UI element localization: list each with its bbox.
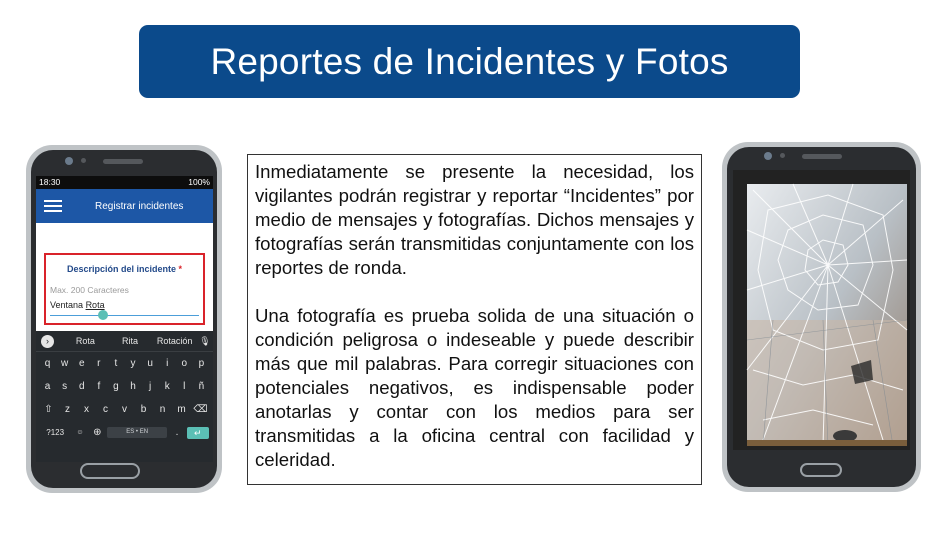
key[interactable]: w [61,358,69,369]
text-cursor-handle[interactable] [98,310,108,320]
chevron-right-icon[interactable]: › [41,335,54,348]
key[interactable]: n [159,404,166,415]
key[interactable]: i [166,358,169,369]
backspace-icon[interactable]: ⌫ [193,404,208,415]
key[interactable]: e [78,358,85,369]
key-row-1 [36,352,213,375]
key[interactable]: t [114,358,118,369]
field-label: Descripción del incidente * [66,264,183,274]
suggestion-bar [36,331,213,352]
status-time: 18:30 [39,177,61,187]
key[interactable]: u [147,358,153,369]
key[interactable]: j [148,381,152,392]
key[interactable]: k [164,381,170,392]
key-row-4 [36,421,213,444]
key[interactable]: g [113,381,119,392]
paragraph-2: Una fotografía es prueba solida de una situación o condición peligrosa o indeseable y puede describir más que mil palabras. Para corregir situaciones con potenciales negativos, es indispensable poder anotarlas y contar con los medios para ser transmitidas a la oficina central con facilidad y celeridad. [255,305,694,470]
hamburger-icon[interactable] [44,200,62,212]
description-text-box [247,154,702,485]
key[interactable]: f [97,381,101,392]
key[interactable]: q [44,358,51,369]
sensor-dot [81,158,86,163]
key[interactable]: s [62,381,68,392]
key[interactable]: p [198,358,205,369]
incident-description-highlight [44,253,205,325]
app-bar [36,189,213,223]
key-row-2 [36,375,213,398]
suggestion-2[interactable]: Rita [122,336,139,346]
form-area [36,223,213,331]
key-row-3 [36,398,213,421]
suggestion-1[interactable]: Rota [75,336,95,346]
key[interactable]: m [177,404,186,415]
shift-icon[interactable]: ⇧ [44,404,53,415]
key[interactable]: d [78,381,85,392]
input-underline [50,315,199,316]
period-key[interactable]: . [175,427,179,438]
field-placeholder: Max. 200 Caracteres [50,285,129,295]
description-input[interactable]: Ventana Rota [50,300,105,310]
appbar-title: Registrar incidentes [95,200,184,212]
mic-icon[interactable]: 🎙 [199,335,211,346]
sensor-dot [780,153,785,158]
status-bar [36,176,213,189]
key[interactable]: r [97,358,101,369]
paragraph-1: Inmediatamente se presente la necesidad, los vigilantes podrán registrar y reportar “Incidentes” por medio de mensajes y fotografías. Dichos mensajes y fotografías serán transmitidas conjuntamente con los reportes de ronda. [255,161,694,278]
key[interactable]: l [183,381,186,392]
enter-icon[interactable]: ↵ [187,427,209,439]
speaker-grill [103,159,143,164]
home-button[interactable] [80,463,140,479]
slide-title: Reportes de Incidentes y Fotos [210,40,729,82]
speaker-grill [802,154,842,159]
title-banner [139,25,800,98]
space-key[interactable]: ES • EN [107,427,167,438]
key[interactable]: c [103,404,108,415]
key[interactable]: b [140,404,147,415]
required-mark: * [178,264,183,274]
left-phone-screen [36,176,213,462]
key[interactable]: o [181,358,188,369]
globe-icon[interactable]: ⊕ [93,427,102,438]
front-camera [764,152,772,160]
numbers-key[interactable]: ?123 [46,428,65,437]
status-battery: 100% [188,177,210,187]
key[interactable]: x [84,404,89,415]
keyboard [36,331,213,462]
home-button[interactable] [800,463,842,477]
key[interactable]: v [122,404,127,415]
key[interactable]: ñ [198,381,205,392]
key[interactable]: a [44,381,51,392]
emoji-icon[interactable]: ☺ [76,429,84,436]
suggestion-3[interactable]: Rotación [156,336,193,346]
broken-glass-photo [733,170,910,450]
key[interactable]: z [65,404,70,415]
key[interactable]: y [130,358,136,369]
key[interactable]: h [130,381,136,392]
broken-glass-image [733,170,910,450]
front-camera [65,157,73,165]
